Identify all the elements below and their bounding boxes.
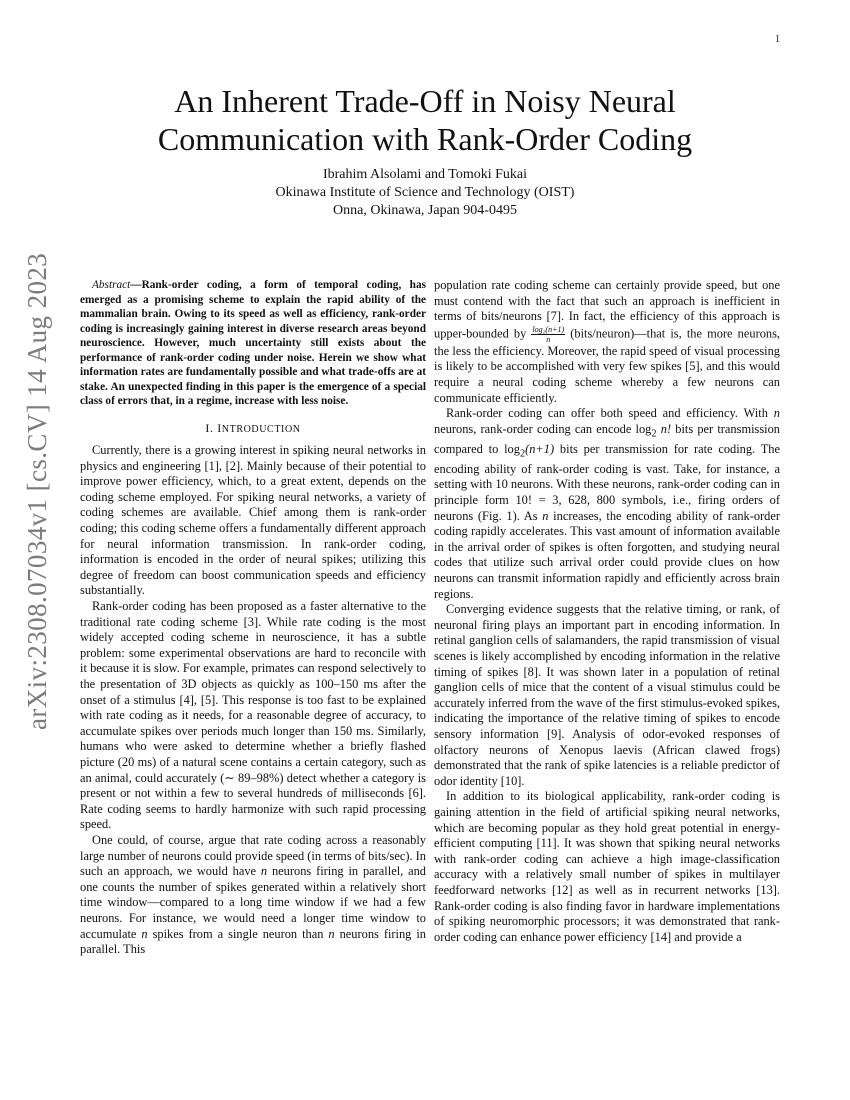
text-run: bits per transmission for rate coding. The encoding ability of rank-order coding is vast. Take, for instance, a setting with 10 neurons. With these neurons, rank-order coding can in principle form 10! = 3, 628, 800 symbols, i.e., firing orders of neurons (Fig. 1). As [434,441,780,523]
text-run: neurons firing in parallel. This [80,926,426,957]
text-run: One could, of course, argue that rate coding across a reasonably large number of neurons could provide speed (in terms of bits/sec). In such an approach, we would have [80,832,426,879]
author-block [80,166,770,220]
paragraph [434,278,780,406]
math-n: n [141,926,148,941]
fraction-numerator: log₂(n+1) [532,324,565,334]
section-title-cap: I [217,420,222,435]
text-run: neurons, rank-order coding can encode log [434,421,652,436]
math-n: n [328,926,335,941]
author-affiliation: Okinawa Institute of Science and Technology (OIST) [275,185,575,200]
math-n: n [773,406,780,421]
section-heading [80,421,426,438]
paragraph [434,406,780,602]
paper-title [80,82,770,158]
paragraph: Converging evidence suggests that the relative timing, or rank, of neuronal firing plays an important part in encoding information. In retinal ganglion cells of salamanders, the rapid transmission of visual scenes is likely accomplished by encoding information in the relative timing of spikes [8]. It was shown later in a population of retinal ganglion cells of mice that the content of a visual stimulus could be accurately inferred from the wave of the first stimulus-evoked spikes, indicating the importance of the relative timing of spikes to encode sensory information [9]. Analysis of odor-evoked responses of olfactory neurons of Xenopus laevis (African clawed frogs) demonstrated that the rank of spike latencies is a reliable predictor of odor identity [10]. [434,602,780,788]
math-subscript: 2 [519,448,526,460]
text-run: spikes from a single neuron than [147,926,329,941]
right-column [434,278,780,945]
author-address: Onna, Okinawa, Japan 904-0495 [333,203,517,218]
efficiency-fraction [531,325,565,344]
paragraph: Currently, there is a growing interest in spiking neural networks in physics and engineering [1], [2]. Mainly because of their potential to improve power efficiency, which, to a great extent, depends on the coding scheme employed. For spiking neural networks, a variety of coding schemes are available. Chief among them is rank-order coding; this coding scheme offers a fundamentally different approach for neural information transmission. In rank-order coding, information is encoded in the order of neural spikes; utilizing this degree of freedom can boost communication speeds and efficiency substantially. [80,443,426,598]
math-subscript: 2 [651,428,657,440]
title-line-1: An Inherent Trade-Off in Noisy Neural [174,83,676,119]
section-title-rest: NTRODUCTION [221,423,301,435]
text-run: population rate coding scheme can certainly provide speed, but one must contend with the fact that such an approach is inefficient in terms of bits/neurons [7]. In fact, the efficiency of this approach is upper-bounded by [434,278,780,341]
paragraph: In addition to its biological applicability, rank-order coding is gaining attention in the field of artificial spiking neural networks, which are becoming popular as they hold great potential in energy-efficient computing [11]. It was shown that spiking neural networks with rank-order coding can achieve a high image-classification accuracy with a relatively small number of spikes in multilayer feedforward networks [12] as well as in recurrent networks [13]. Rank-order coding is also finding favor in hardware implementations of spiking neuromorphic processors; it was demonstrated that rank-order coding can enhance power efficiency [14] and provide a [434,789,780,944]
left-column [80,278,426,958]
fraction-denominator: n [546,334,551,344]
text-run: Rank-order coding can offer both speed and efficiency. With [446,406,774,421]
text-run: increases, the encoding ability of rank-order coding rapidly accelerates. This vast amount of information available in the arrival order of spikes is often forgotten, and studying neural codes that utilize such arrival order could provide clues on how neurons can transmit information rapidly and efficiently across brain regions. [434,508,780,601]
math-n-factorial: n! [656,421,672,436]
author-names: Ibrahim Alsolami and Tomoki Fukai [322,167,528,182]
math-n-plus-one: (n+1) [525,441,555,456]
paragraph [80,833,426,958]
text-run: neurons firing in parallel, and one counts the number of spikes generated within a relatively short time window—compared to a long time window if we had a few neurons. For instance, we would need a longer time window to accumulate [80,864,426,941]
page-number: 1 [775,34,780,45]
text-run: (bits/neuron)—that is, the more neurons, the less the efficiency. Moreover, the rapid speed of visual processing is likely to be accomplished with very few spikes [5], and this would require a neural coding scheme whereby a few neurons can communicate efficiently. [434,326,781,405]
text-run: bits per transmission compared to log [434,421,781,456]
title-line-2: Communication with Rank-Order Coding [157,121,693,157]
section-number: I. [205,420,214,435]
math-n: n [260,864,268,879]
arxiv-id: arXiv:2308.07034v1 [cs.CV] 14 Aug 2023 [22,252,52,730]
abstract [80,278,426,409]
math-n: n [542,508,549,523]
abstract-text: —Rank-order coding, a form of temporal coding, has emerged as a promising scheme to explain the rapid ability of the mammalian brain. Owing to its speed as well as efficiency, rank-order coding is increasingly gaining interest in diverse research areas beyond neuroscience. However, much uncertainty still exists about the performance of rank-order coding under noise. Herein we show what information rates are fundamentally possible and what trade-offs are at stake. An unexpected finding in this paper is the emergence of a special class of errors that, in a regime, increase with less noise. [80,279,426,407]
abstract-label: Abstract [92,279,131,291]
paragraph: Rank-order coding has been proposed as a faster alternative to the traditional rate coding scheme [3]. While rate coding is the most widely accepted coding scheme in neuroscience, it has a subtle problem: some experimental observations are hard to reconcile with it because it is slow. For example, primates can respond selectively to the presentation of 3D objects as quickly as 100–150 ms after the onset of a stimulus [4], [5]. This response is too fast to be explained with rate coding as it needs, for a reasonable degree of accuracy, to accumulate spikes over periods much longer than 150 ms. Similarly, humans who were asked to determine whether a briefly flashed picture (20 ms) of a natural scene contains a certain category, such as an animal, could accurately (∼ 89–98%) detect whether a category is present or not within a few to several hundreds of milliseconds [6]. Rate coding seems to hardly harmonize with such rapid processing speed. [80,599,426,832]
